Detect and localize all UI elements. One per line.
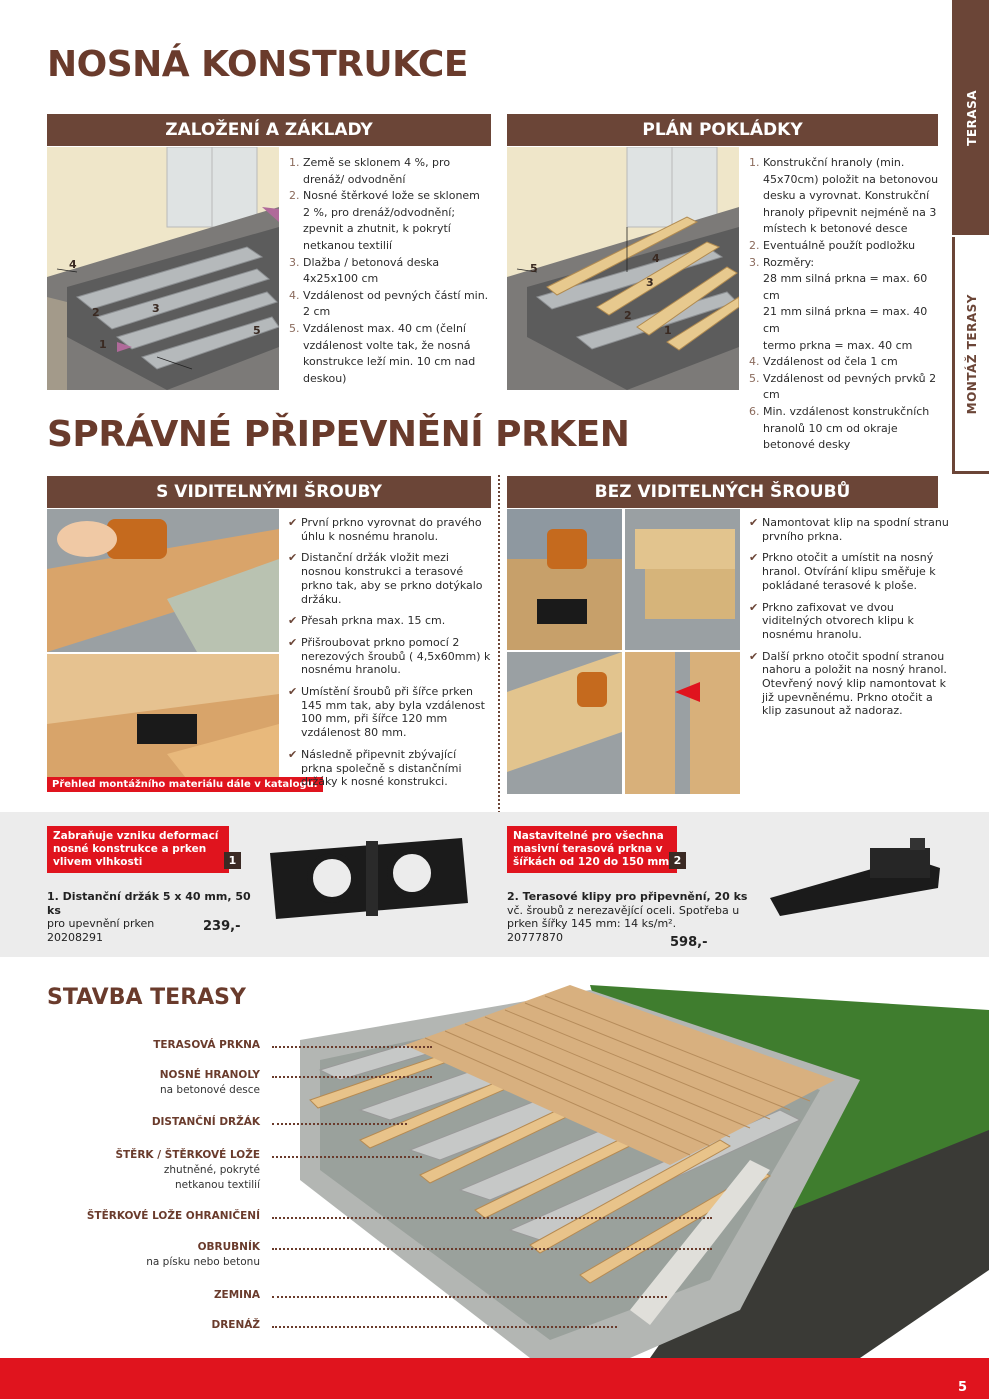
callout-1: 1	[664, 324, 672, 337]
plan-illustration	[507, 147, 739, 390]
product-2-price: 598,-	[670, 935, 708, 950]
terrace-cross-section	[300, 980, 989, 1358]
leader-obrubnik	[272, 1248, 712, 1250]
list-item: ✔ Umístění šroubů při šířce prken 145 mm tak, aby byla vzdálenost 100 mm, při šířce 120 mm vzdálenost 80 mm.	[288, 685, 485, 740]
callout-5: 5	[253, 324, 261, 337]
plan-list	[749, 155, 944, 454]
callout-3: 3	[152, 302, 160, 315]
foundation-illustration	[47, 147, 279, 390]
product-1-name: 1. Distanční držák 5 x 40 mm, 50 ks	[47, 890, 251, 917]
label-drenaz: DRENÁŽ	[211, 1319, 260, 1331]
callout-2: 2	[92, 306, 100, 319]
list-item: 2. Nosné štěrkové lože se sklonem 2 %, pro drenáž/odvodnění; zpevnit a zhutnit, k pokrytí netkanou textilií	[289, 189, 480, 252]
check-icon: ✔	[288, 614, 298, 628]
callout-2: 2	[624, 309, 632, 322]
photo-clip-1	[507, 509, 622, 650]
header-plan: PLÁN POKLÁDKY	[507, 114, 938, 146]
leader-terasova-prkna	[272, 1046, 432, 1048]
callout-4: 4	[69, 258, 77, 271]
list-item: 4. Vzdálenost od čela 1 cm	[749, 355, 898, 369]
product-1-price: 239,-	[203, 919, 241, 934]
label-distancni-drzak: DISTANČNÍ DRŽÁK	[151, 1116, 260, 1128]
spacer-product-image	[262, 833, 474, 923]
check-icon: ✔	[749, 600, 759, 614]
list-item: ✔ Přesah prkna max. 15 cm.	[288, 614, 446, 628]
leader-drenaz	[272, 1326, 617, 1328]
leader-nosne-hranoly	[272, 1076, 432, 1078]
label-zemina: ZEMINA	[213, 1289, 260, 1301]
list-item: 3. Rozměry:	[749, 255, 815, 269]
sidebar-tab-terasa-label: TERASA	[965, 89, 979, 146]
promo-badge-1: Zabraňuje vzniku deformací nosné konstrukce a prken vlivem vlhkosti	[47, 826, 229, 873]
list-item: 1. Konstrukční hranoly (min. 45x70cm) položit na betonovou desku a vyrovnat. Konstrukční hranoly připevnit nejméně na 3 místech k betonové desce	[749, 156, 939, 236]
leader-distancni-drzak	[272, 1123, 407, 1125]
list-item: ✔ Prkno otočit a umístit na nosný hranol. Otvírání klipu směřuje k pokládané terasové k ploše.	[749, 551, 936, 592]
sidebar-tab-montaz-label: MONTÁŽ TERASY	[965, 293, 979, 415]
list-item: 1. Země se sklonem 4 %, pro drenáž/ odvodnění	[289, 156, 451, 186]
section-title-pripevneni: SPRÁVNÉ PŘIPEVNĚNÍ PRKEN	[47, 414, 630, 455]
product-2-code: 20777870	[507, 930, 563, 944]
product-1-code: 20208291	[47, 930, 103, 944]
list-item: 5. Vzdálenost od pevných prvků 2 cm	[749, 371, 937, 402]
sidebar-tab-terasa[interactable]	[952, 0, 989, 235]
product-number-2: 2	[669, 852, 686, 869]
check-icon: ✔	[288, 635, 298, 649]
label-sterkove-loze-ohraniceni: ŠTĚRKOVÉ LOŽE OHRANIČENÍ	[86, 1210, 260, 1222]
check-icon: ✔	[749, 516, 759, 529]
list-item: 6. Min. vzdálenost konstrukčních hranolů 10 cm od okraje betonové desky	[749, 404, 930, 452]
section-title-stavba: STAVBA TERASY	[47, 985, 246, 1010]
list-item: ✔ Následně připevnit zbývající prkna společně s distančními držáky k nosné konstrukci.	[288, 747, 462, 789]
header-viditelne: S VIDITELNÝMI ŠROUBY	[47, 476, 491, 508]
list-item: 4. Vzdálenost od pevných částí min. 2 cm	[289, 288, 489, 319]
list-item: termo prkna = max. 40 cm	[763, 338, 913, 352]
photo-spacer-boards	[47, 654, 279, 792]
promo-badge-2: Nastavitelné pro všechna masivní terasová prkna v šířkách od 120 do 150 mm	[507, 826, 677, 873]
list-item: 5. Vzdálenost max. 40 cm (čelní vzdálenost volte tak, že nosná konstrukce leží min. 10 cm nad deskou)	[289, 321, 476, 385]
page-number: 5	[957, 1380, 967, 1395]
list-item: ✔ Přišroubovat prkno pomocí 2 nerezových šroubů ( 4,5x60mm) k nosnému hranolu.	[288, 635, 491, 677]
product-2-info	[507, 890, 762, 944]
check-icon: ✔	[288, 551, 298, 565]
catalog-note: Přehled montážního materiálu dále v katalogu.	[47, 777, 323, 792]
check-icon: ✔	[749, 551, 759, 565]
viditelne-list	[288, 516, 491, 797]
sidebar-tab-montaz[interactable]	[952, 237, 989, 474]
product-1-info	[47, 890, 257, 944]
leader-zemina	[272, 1296, 667, 1298]
list-item: ✔ Namontovat klip na spodní stranu prvního prkna.	[749, 516, 949, 543]
leader-ohraniceni	[272, 1217, 712, 1219]
header-zalozeni: ZALOŽENÍ A ZÁKLADY	[47, 114, 491, 146]
check-icon: ✔	[288, 685, 298, 699]
leader-sterk	[272, 1156, 422, 1158]
product-number-1: 1	[224, 852, 241, 869]
callout-1: 1	[99, 338, 107, 351]
list-item: ✔ Další prkno otočit spodní stranou nahoru a položit na nosný hranol. Otevřený nový klip namontovat k již upevněnému. Prkno otočit a klip zasunout až nadoraz.	[749, 649, 947, 718]
bez-viditelnych-list	[749, 516, 952, 726]
callout-3: 3	[646, 276, 654, 289]
product-2-name: 2. Terasové klipy pro připevnění, 20 ks	[507, 890, 748, 903]
list-item: ✔ Distanční držák vložit mezi nosnou konstrukci a terasové prkno tak, aby se prkno dotýkalo držáku.	[288, 551, 483, 606]
label-sterk: ŠTĚRK / ŠTĚRKOVÉ LOŽE zhutněné, pokryté netkanou textilií	[115, 1149, 260, 1191]
footer-bar	[0, 1358, 989, 1399]
list-item: 21 mm silná prkna = max. 40 cm	[763, 305, 928, 335]
section-title-nosna: NOSNÁ KONSTRUKCE	[47, 44, 468, 85]
label-obrubnik: OBRUBNÍK na písku nebo betonu	[146, 1241, 260, 1268]
product-2-desc: vč. šroubů z nerezavějící oceli. Spotřeba u prken šířky 145 mm: 14 ks/m².	[507, 903, 740, 930]
header-bez-viditelnych: BEZ VIDITELNÝCH ŠROUBŮ	[507, 476, 938, 508]
check-icon: ✔	[288, 747, 298, 761]
list-item: 2. Eventuálně použít podložku	[749, 238, 916, 252]
label-terasova-prkna: TERASOVÁ PRKNA	[153, 1039, 260, 1051]
check-icon: ✔	[288, 516, 298, 529]
list-item: 28 mm silná prkna = max. 60 cm	[763, 272, 928, 302]
check-icon: ✔	[749, 649, 759, 663]
zalozeni-list	[289, 155, 489, 387]
product-1-desc: pro upevnění prken	[47, 917, 155, 930]
photo-clip-2	[625, 509, 740, 650]
callout-5: 5	[530, 262, 538, 275]
photo-clip-4	[625, 652, 740, 794]
list-item: 3. Dlažba / betonová deska 4x25x100 cm	[289, 255, 440, 286]
photo-clip-3	[507, 652, 622, 794]
clip-product-image	[760, 838, 945, 918]
list-item: ✔ První prkno vyrovnat do pravého úhlu k nosnému hranolu.	[288, 516, 482, 543]
photo-drill-board	[47, 509, 279, 652]
list-item: ✔ Prkno zafixovat ve dvou viditelných otvorech klipu k nosnému hranolu.	[749, 600, 914, 641]
callout-4: 4	[652, 252, 660, 265]
label-nosne-hranoly: NOSNÉ HRANOLY na betonové desce	[159, 1069, 260, 1096]
